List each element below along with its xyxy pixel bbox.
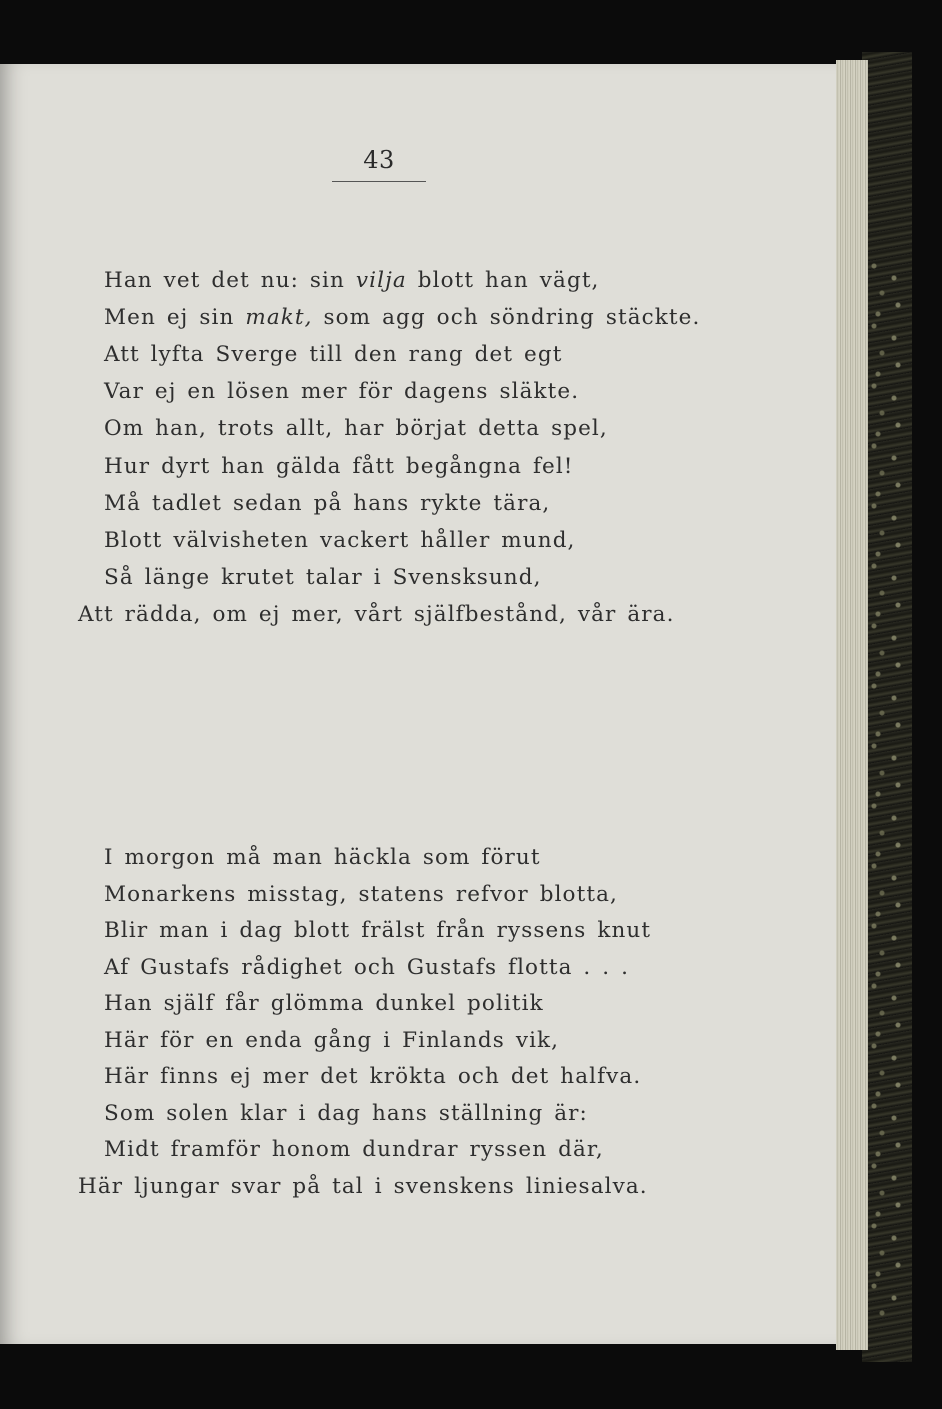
poem-line bbox=[104, 843, 541, 873]
page-edges bbox=[836, 60, 868, 1350]
line-text: Men ej sin bbox=[104, 305, 246, 330]
poem-line bbox=[78, 1172, 648, 1202]
page-number-rule bbox=[332, 181, 426, 182]
poem-line bbox=[104, 452, 574, 482]
poem-line bbox=[104, 880, 618, 910]
line-text: Hur dyrt han gälda fått begångna fel! bbox=[104, 454, 574, 479]
line-text: Af Gustafs rådighet och Gustafs flotta . . . bbox=[104, 955, 630, 980]
poem-line bbox=[104, 526, 576, 556]
line-text: I morgon må man häckla som förut bbox=[104, 845, 541, 870]
line-text: Han vet det nu: sin bbox=[104, 268, 356, 293]
line-text: Blott välvisheten vackert håller mund, bbox=[104, 528, 576, 553]
poem-line bbox=[104, 303, 700, 333]
poem-line bbox=[104, 414, 608, 444]
page-number: 43 bbox=[363, 146, 395, 174]
line-text: Här för en enda gång i Finlands vik, bbox=[104, 1028, 560, 1053]
italic-word: vilja bbox=[355, 268, 407, 293]
line-text: Här finns ej mer det krökta och det halfva. bbox=[104, 1064, 642, 1089]
line-text: Så länge krutet talar i Svensksund, bbox=[104, 565, 542, 590]
italic-word: makt, bbox=[245, 305, 313, 330]
line-text: Blir man i dag blott frälst från ryssens knut bbox=[104, 918, 652, 943]
poem-line bbox=[104, 1026, 559, 1056]
poem-line bbox=[104, 1099, 588, 1129]
poem-line bbox=[104, 1135, 604, 1165]
poem-line bbox=[104, 266, 600, 296]
poem-line bbox=[104, 563, 542, 593]
poem-line bbox=[104, 953, 629, 983]
line-text: Att lyfta Sverge till den rang det egt bbox=[104, 342, 563, 367]
line-text: Monarkens misstag, statens refvor blotta, bbox=[104, 882, 618, 907]
poem-line bbox=[104, 1062, 641, 1092]
line-text: Om han, trots allt, har börjat detta spel, bbox=[104, 416, 608, 441]
poem-line bbox=[104, 916, 651, 946]
line-text: Som solen klar i dag hans ställning är: bbox=[104, 1101, 588, 1126]
line-text: Han själf får glömma dunkel politik bbox=[104, 991, 544, 1016]
line-text: Här ljungar svar på tal i svenskens liniesalva. bbox=[78, 1174, 648, 1199]
poem-line bbox=[104, 377, 579, 407]
poem-line bbox=[104, 989, 544, 1019]
line-text: blott han vägt, bbox=[406, 268, 600, 293]
line-text: Må tadlet sedan på hans rykte tära, bbox=[104, 491, 551, 516]
poem-line bbox=[104, 489, 550, 519]
marbled-cover-pattern bbox=[866, 260, 906, 1320]
line-text: Var ej en lösen mer för dagens släkte. bbox=[104, 379, 580, 404]
poem-line bbox=[104, 340, 562, 370]
line-text: som agg och söndring stäckte. bbox=[312, 305, 701, 330]
poem-line bbox=[78, 600, 675, 630]
line-text: Att rädda, om ej mer, vårt själfbestånd, vår ära. bbox=[78, 602, 675, 627]
line-text: Midt framför honom dundrar ryssen där, bbox=[104, 1137, 604, 1162]
